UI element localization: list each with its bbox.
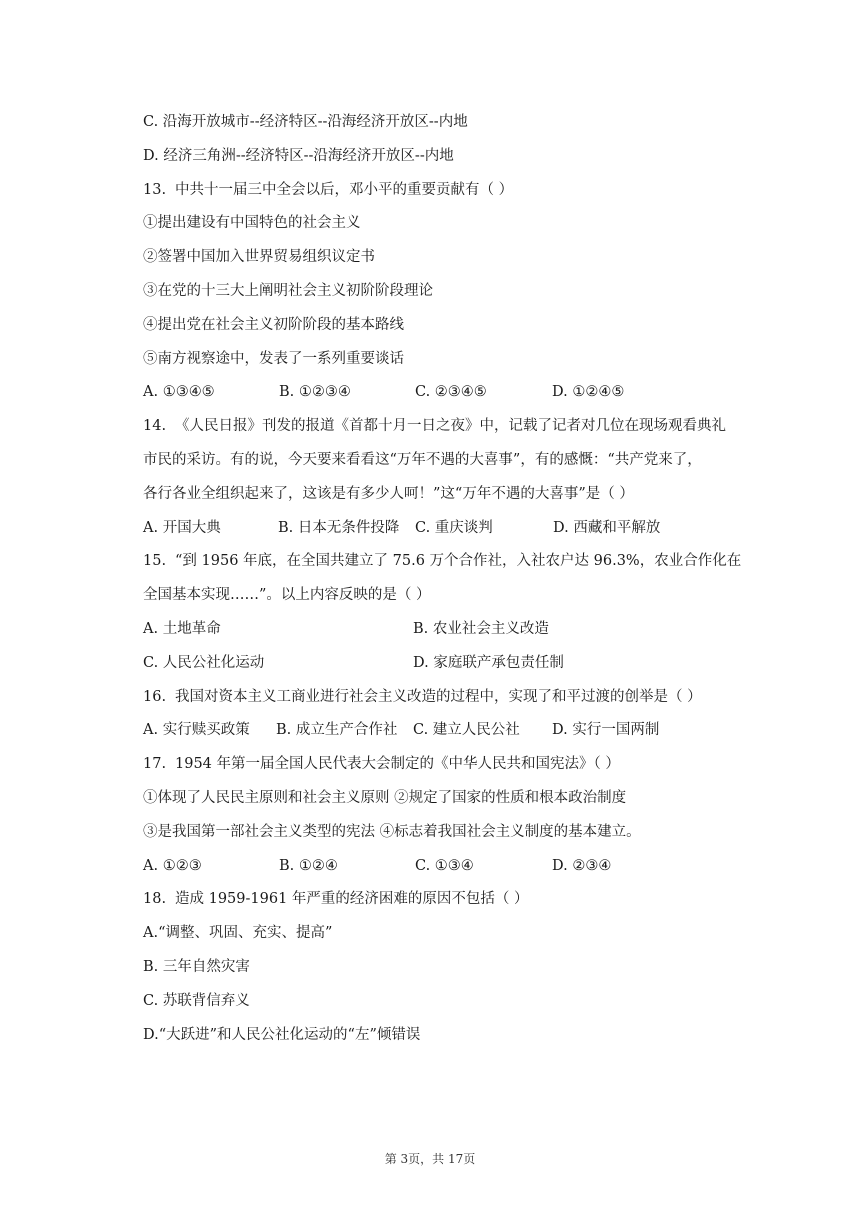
option-b: B. 日本无条件投降 <box>278 519 400 536</box>
question-text-continued: 全国基本实现……”。以上内容反映的是（ ） <box>143 587 431 604</box>
option-a: A. ①③④⑤ <box>143 384 215 401</box>
question-text: 《人民日报》刊发的报道《首都十月一日之夜》中，记载了记者对几位在现场观看典礼 <box>175 418 726 435</box>
question-text: 中共十一届三中全会以后，邓小平的重要贡献有（ ） <box>175 181 514 198</box>
question-text-continued: 各行各业全组织起来了，这该是有多少人呵！”这“万年不遇的大喜事”是（ ） <box>143 485 634 502</box>
option-line: C. 沿海开放城市--经济特区--沿海经济开放区--内地 <box>143 114 468 130</box>
question-15-options-row1 <box>143 615 763 649</box>
question-14-options <box>143 514 763 548</box>
exam-page-content <box>143 108 763 1054</box>
question-text: 1954 年第一届全国人民代表大会制定的《中华人民共和国宪法》（ ） <box>175 756 620 773</box>
option-c: C. 苏联背信弃义 <box>143 992 250 1009</box>
option-b: B. 农业社会主义改造 <box>413 620 549 637</box>
question-number: 13. <box>143 181 167 198</box>
question-16-stem <box>143 683 763 717</box>
question-number: 14. <box>143 418 167 435</box>
question-text: 造成 1959-1961 年严重的经济困难的原因不包括（ ） <box>175 891 529 908</box>
statement-item: ①体现了人民民主原则和社会主义原则 ②规定了国家的性质和根本政治制度 <box>143 789 627 806</box>
option-a: A. 土地革命 <box>143 620 221 637</box>
option-c: C. ①③④ <box>415 857 474 874</box>
question-13-stem <box>143 176 763 210</box>
option-d: D. ②③④ <box>552 857 612 874</box>
option-d: D. 家庭联产承包责任制 <box>413 654 564 671</box>
question-18-stem <box>143 885 763 919</box>
statement-item: ①提出建设有中国特色的社会主义 <box>143 215 361 232</box>
statement-item: ②签署中国加入世界贸易组织议定书 <box>143 249 375 266</box>
question-number: 17. <box>143 756 167 773</box>
option-b: B. ①②④ <box>279 857 338 874</box>
question-16-options <box>143 716 763 750</box>
page-footer: 第 3页，共 17页 <box>384 1152 476 1166</box>
question-text-continued: 市民的采访。有的说，今天要来看看这“万年不遇的大喜事”，有的感慨：“共产党来了， <box>143 451 702 468</box>
option-b: B. ①②③④ <box>279 384 351 401</box>
question-number: 15. <box>143 553 167 570</box>
question-14-stem <box>143 412 763 446</box>
option-c: C. 重庆谈判 <box>415 519 493 536</box>
question-number: 18. <box>143 891 167 908</box>
option-b: B. 三年自然灾害 <box>143 958 250 975</box>
option-d: D. ①②④⑤ <box>552 384 625 401</box>
question-15-stem <box>143 547 763 581</box>
question-13-options <box>143 378 763 412</box>
option-c: C. 建立人民公社 <box>413 722 520 739</box>
option-d: D. 实行一国两制 <box>552 722 660 739</box>
option-a: A.“调整、巩固、充实、提高” <box>143 925 333 942</box>
option-a: A. 实行赎买政策 <box>143 722 250 739</box>
question-17-options <box>143 852 763 886</box>
statement-item: ③在党的十三大上阐明社会主义初阶阶段理论 <box>143 282 433 299</box>
option-c: C. ②③④⑤ <box>415 384 487 401</box>
option-d: D. 西藏和平解放 <box>553 519 661 536</box>
question-15-options-row2 <box>143 649 763 683</box>
question-17-stem <box>143 750 763 784</box>
option-d: D.“大跃进”和人民公社化运动的“左”倾错误 <box>143 1026 421 1043</box>
question-text: “到 1956 年底，在全国共建立了 75.6 万个合作社，入社农户达 96.3%，农业合作化在 <box>175 553 742 570</box>
option-line: D. 经济三角洲--经济特区--沿海经济开放区--内地 <box>143 147 454 164</box>
question-number: 16. <box>143 688 167 705</box>
option-c: C. 人民公社化运动 <box>143 654 265 671</box>
option-a: A. ①②③ <box>143 857 202 874</box>
option-b: B. 成立生产合作社 <box>276 722 398 739</box>
statement-item: ⑤南方视察途中，发表了一系列重要谈话 <box>143 350 404 367</box>
option-a: A. 开国大典 <box>143 519 221 536</box>
statement-item: ③是我国第一部社会主义类型的宪法 ④标志着我国社会主义制度的基本建立。 <box>143 823 641 840</box>
statement-item: ④提出党在社会主义初阶阶段的基本路线 <box>143 316 404 333</box>
question-text: 我国对资本主义工商业进行社会主义改造的过程中，实现了和平过渡的创举是（ ） <box>175 688 702 705</box>
